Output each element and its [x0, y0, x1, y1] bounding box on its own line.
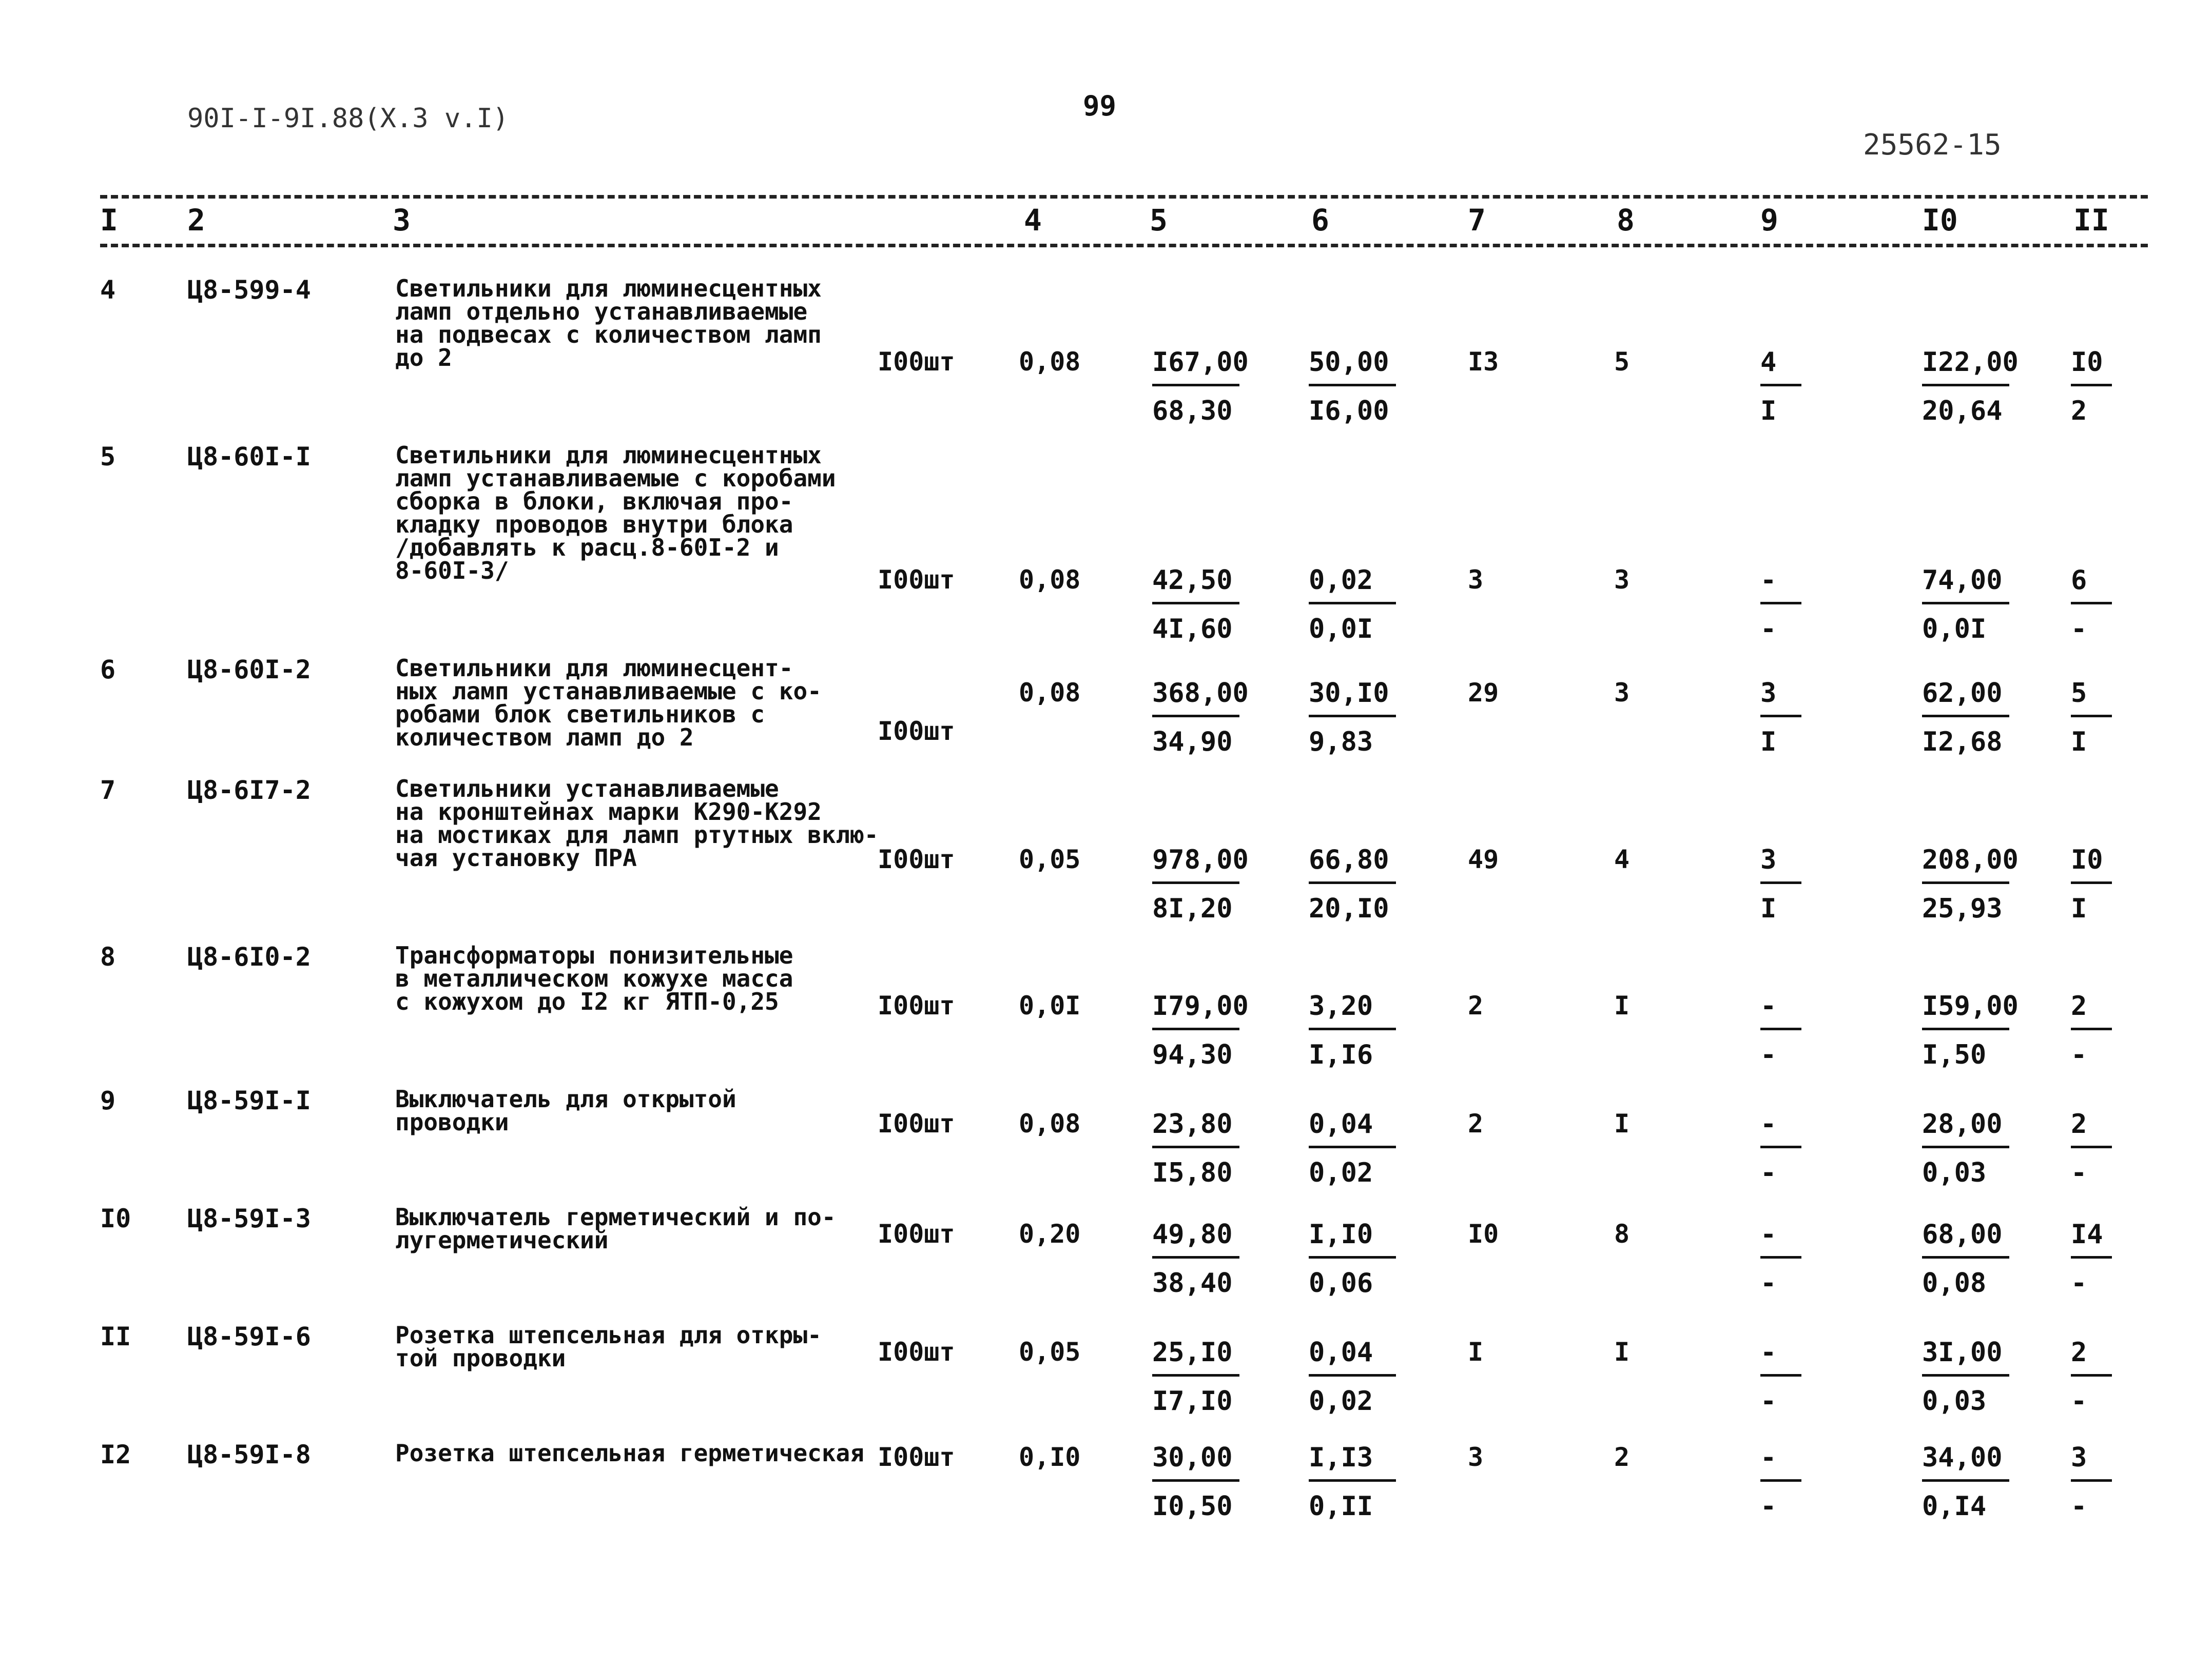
- column-header-4: 4: [1024, 203, 1042, 238]
- fraction-bar: [1922, 1146, 2009, 1148]
- fraction-bar: [1309, 881, 1396, 884]
- cost-col5-numerator: 42,50: [1152, 565, 1233, 596]
- fraction-bar: [2071, 1028, 2112, 1030]
- value-col11-numerator: 3: [2071, 1442, 2087, 1473]
- work-description: Выключатель герметический и по- лугерметический: [395, 1203, 836, 1254]
- cost-col5-numerator: 23,80: [1152, 1109, 1233, 1140]
- column-header-8: 8: [1617, 203, 1635, 238]
- rate-code: Ц8-60I-2: [187, 655, 311, 684]
- total-col10-denominator: I,50: [1922, 1040, 1987, 1070]
- total-col10-numerator: 208,00: [1922, 845, 2019, 875]
- total-col10-numerator: 62,00: [1922, 678, 2003, 709]
- value-col11-denominator: -: [2071, 614, 2087, 644]
- sheet-code: 25562-15: [1863, 128, 2002, 162]
- cost-col5-numerator: 49,80: [1152, 1219, 1233, 1250]
- value-col8: 2: [1614, 1442, 1630, 1472]
- row-number: 5: [100, 442, 116, 472]
- cost-col5-denominator: I0,50: [1152, 1491, 1233, 1522]
- cost-col5: [1152, 1339, 1250, 1419]
- rate-code: Ц8-60I-I: [187, 442, 311, 472]
- fraction-bar: [1760, 715, 1801, 717]
- work-description: Светильники устанавливаемые на кронштейнах марки К290-К292 на мостиках для ламп ртутных вклю- чая установку ПРА: [395, 775, 879, 872]
- cost-col5-numerator: I79,00: [1152, 991, 1249, 1022]
- cost-col5: [1152, 1444, 1250, 1524]
- cost-col5: [1152, 847, 1250, 926]
- total-col10-denominator: 20,64: [1922, 396, 2003, 426]
- value-col7: 2: [1468, 1109, 1484, 1139]
- quantity: 0,05: [1019, 845, 1081, 874]
- value-col9-denominator: -: [1760, 1040, 1777, 1070]
- fraction-bar: [1922, 1479, 2009, 1482]
- cost-col5: [1152, 1111, 1250, 1190]
- fraction-bar: [1760, 1479, 1801, 1482]
- work-description: Розетка штепсельная для откры- той проводки: [395, 1321, 822, 1372]
- fraction-bar: [1760, 384, 1801, 386]
- value-col11: [2071, 1339, 2127, 1419]
- fraction-bar: [1760, 1028, 1801, 1030]
- cost-col6-numerator: 66,80: [1309, 845, 1389, 875]
- fraction-bar: [2071, 602, 2112, 604]
- cost-col6: [1309, 349, 1406, 428]
- value-col11: [2071, 680, 2127, 759]
- value-col11-denominator: -: [2071, 1491, 2087, 1522]
- fraction-bar: [1152, 1028, 1239, 1030]
- work-description: Розетка штепсельная герметическая: [395, 1439, 864, 1467]
- fraction-bar: [1760, 1374, 1801, 1377]
- unit-of-measure: I00шт: [878, 1109, 955, 1139]
- fraction-bar: [1309, 1028, 1396, 1030]
- quantity: 0,08: [1019, 565, 1081, 595]
- cost-col5-denominator: 8I,20: [1152, 893, 1233, 924]
- value-col8: I: [1614, 1109, 1630, 1139]
- cost-col6-numerator: 50,00: [1309, 347, 1389, 378]
- cost-col6-denominator: 0,0I: [1309, 614, 1373, 644]
- rate-code: Ц8-59I-8: [187, 1440, 311, 1469]
- total-col10-numerator: I59,00: [1922, 991, 2019, 1022]
- row-number: 4: [100, 275, 116, 305]
- work-description: Светильники для люминесцентных ламп отдельно устанавливаемые на подвесах с количеством ламп до 2: [395, 274, 822, 371]
- quantity: 0,I0: [1019, 1442, 1081, 1472]
- value-col7: 2: [1468, 991, 1484, 1021]
- fraction-bar: [1760, 881, 1801, 884]
- value-col11-numerator: I0: [2071, 845, 2103, 875]
- quantity: 0,20: [1019, 1219, 1081, 1249]
- header-rule-top: [100, 195, 2148, 199]
- value-col11-numerator: 6: [2071, 565, 2087, 596]
- rate-code: Ц8-6I7-2: [187, 775, 311, 805]
- row-number: II: [100, 1322, 131, 1351]
- fraction-bar: [1922, 1374, 2009, 1377]
- fraction-bar: [1922, 1256, 2009, 1259]
- value-col9: [1760, 567, 1817, 646]
- cost-col5-denominator: I7,I0: [1152, 1386, 1233, 1417]
- value-col11: [2071, 349, 2127, 428]
- cost-col6-denominator: 0,02: [1309, 1158, 1373, 1188]
- fraction-bar: [1309, 1374, 1396, 1377]
- total-col10-numerator: I22,00: [1922, 347, 2019, 378]
- cost-col5-numerator: 25,I0: [1152, 1337, 1233, 1368]
- fraction-bar: [1152, 384, 1239, 386]
- row-number: I0: [100, 1204, 131, 1233]
- value-col9-numerator: -: [1760, 1442, 1777, 1473]
- value-col9-numerator: 3: [1760, 845, 1777, 875]
- total-col10: [1922, 1221, 2020, 1301]
- quantity: 0,08: [1019, 347, 1081, 377]
- value-col8: 8: [1614, 1219, 1630, 1249]
- fraction-bar: [1922, 384, 2009, 386]
- row-number: 6: [100, 655, 116, 684]
- fraction-bar: [1152, 1146, 1239, 1148]
- value-col9-denominator: -: [1760, 1158, 1777, 1188]
- work-description: Выключатель для открытой проводки: [395, 1085, 736, 1136]
- value-col11: [2071, 567, 2127, 646]
- value-col11-denominator: I: [2071, 727, 2087, 757]
- total-col10-denominator: 0,08: [1922, 1268, 1987, 1299]
- value-col11: [2071, 1221, 2127, 1301]
- value-col9-numerator: -: [1760, 1109, 1777, 1140]
- value-col9-numerator: 4: [1760, 347, 1777, 378]
- column-header-1: I: [100, 203, 118, 238]
- value-col9: [1760, 349, 1817, 428]
- value-col9: [1760, 993, 1817, 1072]
- column-header-7: 7: [1468, 203, 1486, 238]
- value-col11-numerator: 2: [2071, 1337, 2087, 1368]
- cost-col6-denominator: 0,02: [1309, 1386, 1373, 1417]
- cost-col6-denominator: 20,I0: [1309, 893, 1389, 924]
- cost-col6: [1309, 1444, 1406, 1524]
- column-header-11: II: [2073, 203, 2109, 238]
- fraction-bar: [1309, 1146, 1396, 1148]
- unit-of-measure: I00шт: [878, 565, 955, 595]
- quantity: 0,08: [1019, 678, 1081, 708]
- rate-code: Ц8-599-4: [187, 275, 311, 305]
- quantity: 0,08: [1019, 1109, 1081, 1139]
- cost-col6-denominator: 0,06: [1309, 1268, 1373, 1299]
- rate-code: Ц8-59I-I: [187, 1086, 311, 1115]
- total-col10: [1922, 1111, 2020, 1190]
- fraction-bar: [2071, 384, 2112, 386]
- value-col11-numerator: 5: [2071, 678, 2087, 709]
- value-col8: 3: [1614, 565, 1630, 595]
- total-col10: [1922, 1444, 2020, 1524]
- work-description: Трансформаторы понизительные в металлическом кожухе масса с кожухом до I2 кг ЯТП-0,25: [395, 942, 793, 1015]
- total-col10-denominator: I2,68: [1922, 727, 2003, 757]
- value-col9-denominator: I: [1760, 396, 1777, 426]
- total-col10: [1922, 349, 2020, 428]
- cost-col5: [1152, 680, 1250, 759]
- unit-of-measure: I00шт: [878, 845, 955, 874]
- cost-col5: [1152, 1221, 1250, 1301]
- value-col9-denominator: -: [1760, 1268, 1777, 1299]
- cost-col5-denominator: 34,90: [1152, 727, 1233, 757]
- value-col8: 5: [1614, 347, 1630, 377]
- cost-col6: [1309, 680, 1406, 759]
- value-col7: I: [1468, 1337, 1484, 1367]
- fraction-bar: [1309, 384, 1396, 386]
- value-col9-denominator: I: [1760, 893, 1777, 924]
- fraction-bar: [1309, 715, 1396, 717]
- cost-col5-numerator: 30,00: [1152, 1442, 1233, 1473]
- value-col7: 29: [1468, 678, 1499, 708]
- cost-col6: [1309, 993, 1406, 1072]
- value-col11-numerator: 2: [2071, 991, 2087, 1022]
- total-col10: [1922, 847, 2020, 926]
- quantity: 0,0I: [1019, 991, 1081, 1021]
- unit-of-measure: I00шт: [878, 1337, 955, 1367]
- unit-of-measure: I00шт: [878, 991, 955, 1021]
- header-rule-bottom: [100, 244, 2148, 247]
- unit-of-measure: I00шт: [878, 347, 955, 377]
- total-col10: [1922, 1339, 2020, 1419]
- total-col10-numerator: 68,00: [1922, 1219, 2003, 1250]
- document-code: 90I-I-9I.88(X.3 v.I): [187, 103, 509, 134]
- row-number: 9: [100, 1086, 116, 1115]
- fraction-bar: [1309, 1256, 1396, 1259]
- cost-col5: [1152, 349, 1250, 428]
- total-col10-denominator: 0,03: [1922, 1158, 1987, 1188]
- value-col9: [1760, 680, 1817, 759]
- cost-col6: [1309, 847, 1406, 926]
- total-col10-numerator: 28,00: [1922, 1109, 2003, 1140]
- cost-col6: [1309, 1111, 1406, 1190]
- fraction-bar: [2071, 1374, 2112, 1377]
- value-col11-denominator: 2: [2071, 396, 2087, 426]
- cost-col6: [1309, 1339, 1406, 1419]
- fraction-bar: [1152, 1374, 1239, 1377]
- value-col9-numerator: -: [1760, 1337, 1777, 1368]
- rate-code: Ц8-6I0-2: [187, 942, 311, 972]
- total-col10-denominator: 0,I4: [1922, 1491, 1987, 1522]
- value-col7: 49: [1468, 845, 1499, 874]
- value-col9: [1760, 1111, 1817, 1190]
- cost-col6-numerator: 0,04: [1309, 1109, 1373, 1140]
- cost-col6-numerator: 3,20: [1309, 991, 1373, 1022]
- unit-of-measure: I00шт: [878, 1442, 955, 1472]
- cost-col5-denominator: 38,40: [1152, 1268, 1233, 1299]
- value-col11: [2071, 847, 2127, 926]
- cost-col5-numerator: 978,00: [1152, 845, 1249, 875]
- value-col11-numerator: 2: [2071, 1109, 2087, 1140]
- value-col11-denominator: -: [2071, 1158, 2087, 1188]
- fraction-bar: [1922, 1028, 2009, 1030]
- cost-col6-denominator: 0,II: [1309, 1491, 1373, 1522]
- cost-col5-denominator: 4I,60: [1152, 614, 1233, 644]
- rate-code: Ц8-59I-3: [187, 1204, 311, 1233]
- cost-col5-numerator: 368,00: [1152, 678, 1249, 709]
- value-col9-numerator: 3: [1760, 678, 1777, 709]
- value-col8: I: [1614, 1337, 1630, 1367]
- total-col10: [1922, 680, 2020, 759]
- value-col7: 3: [1468, 1442, 1484, 1472]
- value-col7: I3: [1468, 347, 1499, 377]
- fraction-bar: [2071, 1256, 2112, 1259]
- total-col10-denominator: 0,03: [1922, 1386, 1987, 1417]
- value-col8: I: [1614, 991, 1630, 1021]
- cost-col5: [1152, 993, 1250, 1072]
- unit-of-measure: I00шт: [878, 716, 955, 746]
- cost-col5-numerator: I67,00: [1152, 347, 1249, 378]
- unit-of-measure: I00шт: [878, 1219, 955, 1249]
- fraction-bar: [1760, 1256, 1801, 1259]
- value-col9-denominator: -: [1760, 614, 1777, 644]
- value-col11: [2071, 1111, 2127, 1190]
- column-header-9: 9: [1760, 203, 1778, 238]
- cost-col5-denominator: I5,80: [1152, 1158, 1233, 1188]
- quantity: 0,05: [1019, 1337, 1081, 1367]
- value-col9-denominator: -: [1760, 1386, 1777, 1417]
- fraction-bar: [1152, 881, 1239, 884]
- total-col10-denominator: 0,0I: [1922, 614, 1987, 644]
- row-number: I2: [100, 1440, 131, 1469]
- fraction-bar: [1152, 1479, 1239, 1482]
- cost-col6-denominator: 9,83: [1309, 727, 1373, 757]
- cost-col6: [1309, 1221, 1406, 1301]
- total-col10-numerator: 74,00: [1922, 565, 2003, 596]
- fraction-bar: [1922, 602, 2009, 604]
- work-description: Светильники для люминесцент- ных ламп устанавливаемые с ко- робами блок светильников с количеством ламп до 2: [395, 654, 822, 751]
- fraction-bar: [1309, 1479, 1396, 1482]
- column-header-6: 6: [1311, 203, 1329, 238]
- value-col8: 3: [1614, 678, 1630, 708]
- value-col9-denominator: I: [1760, 727, 1777, 757]
- value-col8: 4: [1614, 845, 1630, 874]
- cost-col6-numerator: 0,04: [1309, 1337, 1373, 1368]
- value-col9-numerator: -: [1760, 565, 1777, 596]
- fraction-bar: [1152, 715, 1239, 717]
- cost-col5-denominator: 68,30: [1152, 396, 1233, 426]
- cost-col5: [1152, 567, 1250, 646]
- value-col7: 3: [1468, 565, 1484, 595]
- cost-col5-denominator: 94,30: [1152, 1040, 1233, 1070]
- value-col9: [1760, 1221, 1817, 1301]
- cost-col6-denominator: I6,00: [1309, 396, 1389, 426]
- fraction-bar: [2071, 881, 2112, 884]
- page-number: 99: [1083, 90, 1117, 122]
- value-col11-numerator: I4: [2071, 1219, 2103, 1250]
- value-col9-denominator: -: [1760, 1491, 1777, 1522]
- row-number: 7: [100, 775, 116, 805]
- fraction-bar: [1760, 1146, 1801, 1148]
- rate-code: Ц8-59I-6: [187, 1322, 311, 1351]
- fraction-bar: [2071, 1146, 2112, 1148]
- fraction-bar: [1152, 602, 1239, 604]
- total-col10-denominator: 25,93: [1922, 893, 2003, 924]
- fraction-bar: [1309, 602, 1396, 604]
- total-col10-numerator: 3I,00: [1922, 1337, 2003, 1368]
- value-col11: [2071, 1444, 2127, 1524]
- cost-col6-numerator: 0,02: [1309, 565, 1373, 596]
- fraction-bar: [1760, 602, 1801, 604]
- cost-col6: [1309, 567, 1406, 646]
- cost-col6-numerator: I,I3: [1309, 1442, 1373, 1473]
- value-col9-numerator: -: [1760, 991, 1777, 1022]
- fraction-bar: [2071, 1479, 2112, 1482]
- value-col9: [1760, 1339, 1817, 1419]
- value-col9: [1760, 847, 1817, 926]
- total-col10: [1922, 567, 2020, 646]
- column-header-5: 5: [1150, 203, 1168, 238]
- value-col11-denominator: I: [2071, 893, 2087, 924]
- fraction-bar: [2071, 715, 2112, 717]
- fraction-bar: [1152, 1256, 1239, 1259]
- column-header-10: I0: [1922, 203, 1958, 238]
- cost-col6-denominator: I,I6: [1309, 1040, 1373, 1070]
- value-col9-numerator: -: [1760, 1219, 1777, 1250]
- column-header-3: 3: [393, 203, 411, 238]
- row-number: 8: [100, 942, 116, 972]
- value-col9: [1760, 1444, 1817, 1524]
- value-col7: I0: [1468, 1219, 1499, 1249]
- value-col11: [2071, 993, 2127, 1072]
- total-col10-numerator: 34,00: [1922, 1442, 2003, 1473]
- value-col11-numerator: I0: [2071, 347, 2103, 378]
- column-header-2: 2: [187, 203, 205, 238]
- total-col10: [1922, 993, 2020, 1072]
- value-col11-denominator: -: [2071, 1386, 2087, 1417]
- cost-col6-numerator: I,I0: [1309, 1219, 1373, 1250]
- value-col11-denominator: -: [2071, 1040, 2087, 1070]
- value-col11-denominator: -: [2071, 1268, 2087, 1299]
- work-description: Светильники для люминесцентных ламп устанавливаемые с коробами сборка в блоки, включая про- кладку проводов внутри блока /добавлять к расц.8-60I-2 и 8-60I-3/: [395, 441, 836, 584]
- fraction-bar: [1922, 881, 2009, 884]
- fraction-bar: [1922, 715, 2009, 717]
- cost-col6-numerator: 30,I0: [1309, 678, 1389, 709]
